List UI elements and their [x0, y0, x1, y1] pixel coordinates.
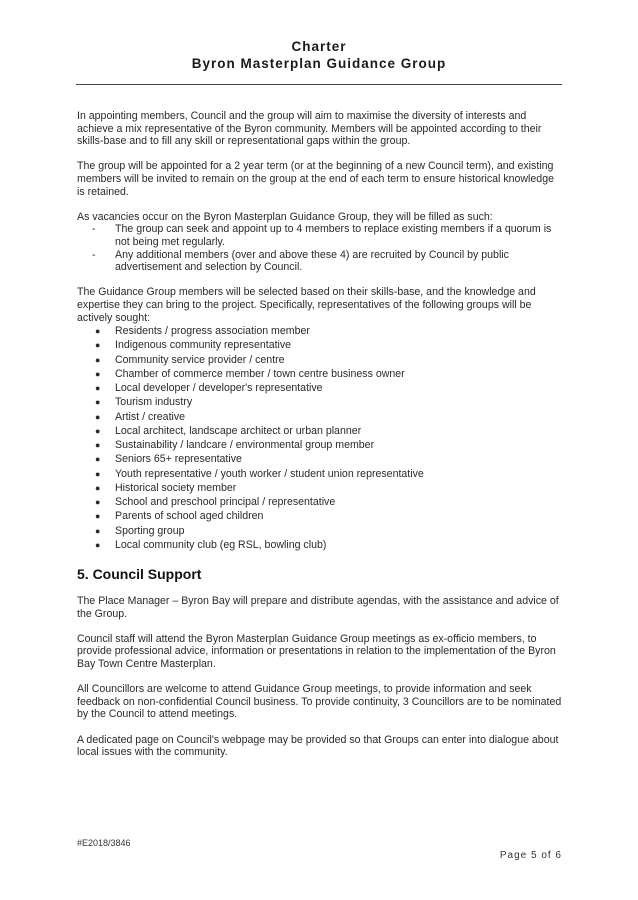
list-item: ● Local architect, landscape architect or urban planner: [95, 424, 362, 437]
list-item: ● Seniors 65+ representative: [95, 453, 242, 466]
paragraph-vacancies: As vacancies occur on the Byron Masterplan Guidance Group, they will be filled as such:: [77, 210, 493, 223]
paragraph-webpage: A dedicated page on Council's webpage may be provided so that Groups can enter into dialogue about local issues with the community.: [77, 733, 559, 759]
groups-list: [77, 324, 563, 552]
bullet-icon: ●: [95, 326, 101, 337]
paragraph-council-staff: Council staff will attend the Byron Masterplan Guidance Group meetings as ex-officio members, to provide professional advice, information or presentations in relation to the implementation of the Byron Bay Town Centre Masterplan.: [77, 632, 556, 671]
list-item: ● Tourism industry: [95, 396, 193, 409]
list-item: ● School and preschool principal / representative: [95, 496, 336, 509]
bullet-icon: ●: [95, 482, 101, 493]
dash-marker: -: [92, 223, 96, 236]
paragraph-place-manager: The Place Manager – Byron Bay will prepare and distribute agendas, with the assistance and advice of the Group.: [77, 595, 559, 620]
bullet-icon: ●: [95, 425, 101, 436]
list-item: ● Sustainability / landcare / environmental group member: [95, 439, 375, 452]
vacancy-list: [77, 223, 563, 273]
bullet-icon: ●: [95, 411, 101, 422]
list-item: ● Local community club (eg RSL, bowling club): [95, 538, 327, 551]
bullet-icon: ●: [95, 454, 101, 465]
list-item: ● Local developer / developer's representative: [95, 382, 323, 395]
list-item: ● Indigenous community representative: [95, 339, 292, 352]
bullet-icon: ●: [95, 368, 101, 379]
bullet-icon: ●: [95, 511, 101, 522]
bullet-icon: ●: [95, 539, 101, 550]
header-divider: [76, 84, 562, 85]
list-item: ● Sporting group: [95, 524, 185, 537]
bullet-icon: ●: [95, 468, 101, 479]
document-header: [0, 38, 638, 72]
header-subtitle: Byron Masterplan Guidance Group: [191, 56, 447, 71]
list-item: ● Youth representative / youth worker / student union representative: [95, 467, 424, 480]
list-item: ● Artist / creative: [95, 410, 186, 423]
list-item: ● Chamber of commerce member / town centre business owner: [95, 367, 405, 380]
bullet-icon: ●: [95, 440, 101, 451]
paragraph-councillors: All Councillors are welcome to attend Guidance Group meetings, to provide information and seek feedback on non-confidential Council business. To provide continuity, 3 Councillors are to be nominated by the Council to attend meetings.: [77, 683, 562, 721]
bullet-icon: ●: [95, 354, 101, 365]
bullet-icon: ●: [95, 525, 101, 536]
header-title: Charter: [291, 39, 347, 54]
list-item: ● Community service provider / centre: [95, 353, 285, 366]
list-item: ● Historical society member: [95, 481, 237, 494]
document-reference: #E2018/3846: [77, 838, 131, 848]
paragraph-diversity: In appointing members, Council and the group will aim to maximise the diversity of interests and achieve a mix representative of the Byron community. Members will be appointed according to their skills-base and to fill any skill or representational gaps within the group.: [77, 110, 542, 148]
vacancy-item: - The group can seek and appoint up to 4 members to replace existing members if a quorum is not being met regularly.: [92, 223, 552, 248]
list-item: ● Residents / progress association member: [95, 325, 310, 338]
bullet-icon: ●: [95, 340, 101, 351]
bullet-icon: ●: [95, 383, 101, 394]
document-body: [77, 110, 563, 771]
vacancy-item: - Any additional members (over and above these 4) are recruited by Council by public advertisement and selection by Council.: [92, 248, 509, 274]
dash-marker: -: [92, 248, 96, 261]
bullet-icon: ●: [95, 397, 101, 408]
paragraph-selection: The Guidance Group members will be selected based on their skills-base, and the knowledge and expertise they can bring to the project. Specifically, representatives of the following groups will be actively sought:: [77, 286, 536, 324]
paragraph-term: The group will be appointed for a 2 year term (or at the beginning of a new Council term), and existing members will be invited to remain on the group at the end of each term to ensure historical knowledge is retained.: [77, 160, 554, 198]
page-number: Page 5 of 6: [499, 850, 562, 861]
bullet-icon: ●: [95, 497, 101, 508]
section-heading: 5. Council Support: [77, 566, 202, 583]
list-item: ● Parents of school aged children: [95, 510, 264, 523]
